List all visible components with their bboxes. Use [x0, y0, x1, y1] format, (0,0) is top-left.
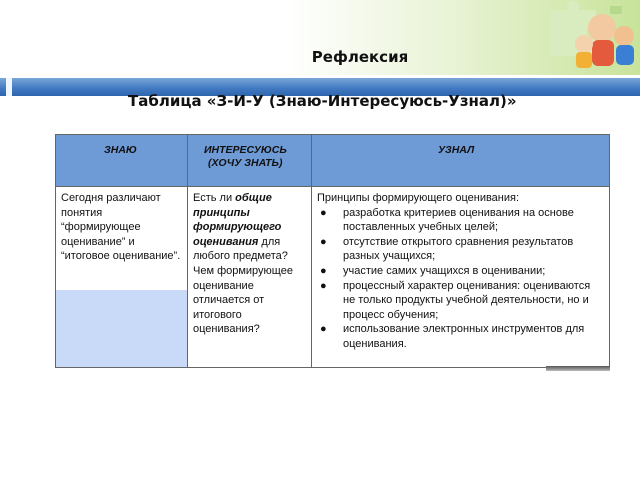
cell-interested: [188, 187, 311, 367]
header-know: ЗНАЮ: [56, 135, 187, 187]
list-item-text: использование электронных инструментов для оценивания.: [343, 323, 585, 350]
list-item: [317, 264, 605, 279]
bullet-icon: ●: [320, 264, 327, 277]
kwl-table: [55, 134, 610, 368]
header-learned: УЗНАЛ: [312, 135, 609, 187]
bullet-icon: ●: [320, 206, 327, 219]
list-item: [317, 206, 605, 235]
header-interested-line2: (ХОЧУ ЗНАТЬ): [208, 157, 283, 169]
slide-title: Рефлексия: [311, 48, 409, 66]
list-item: [317, 322, 605, 351]
list-item-text: участие самих учащихся в оценивании;: [343, 264, 546, 277]
cell-learned: [312, 187, 609, 367]
bullet-icon: ●: [320, 279, 327, 292]
bullet-icon: ●: [320, 235, 327, 248]
column-learned: [311, 135, 609, 367]
list-item: [317, 279, 605, 323]
cell-interested-pre: Есть ли: [193, 192, 233, 204]
cell-interested-post: для любого предмета? Чем формирующее оценивание отличается от итогового оценивания?: [193, 235, 293, 336]
cell-interested-emphasis: общие принципы формирующего оценивания: [193, 192, 282, 248]
puzzle-kids-logo: [540, 0, 640, 78]
learned-intro: Принципы формирующего оценивания:: [317, 192, 520, 204]
principles-list: [317, 206, 605, 352]
list-item: [317, 235, 605, 264]
list-item-text: отсутствие открытого сравнения результатов разных учащихся;: [343, 235, 574, 263]
table-shadow: [546, 366, 610, 371]
header-interested-line1: ИНТЕРЕСУЮСЬ: [204, 144, 287, 156]
list-item-text: разработка критериев оценивания на основе поставленных учебных целей;: [343, 206, 574, 234]
slide-subtitle: Таблица «З-И-У (Знаю-Интересуюсь-Узнал)»: [128, 92, 517, 110]
bullet-icon: ●: [320, 323, 327, 336]
cell-know: Сегодня различают понятия “формирующее оценивание” и “итоговое оценивание”.: [56, 187, 187, 290]
header-interested: [188, 135, 311, 187]
list-item-text: процессный характер оценивания: оцениваются не только продукты учебной деятельности, но и процесс обучения;: [343, 279, 591, 321]
column-know: [56, 135, 187, 367]
column-interested: [187, 135, 311, 367]
bar-accent: [6, 78, 12, 96]
